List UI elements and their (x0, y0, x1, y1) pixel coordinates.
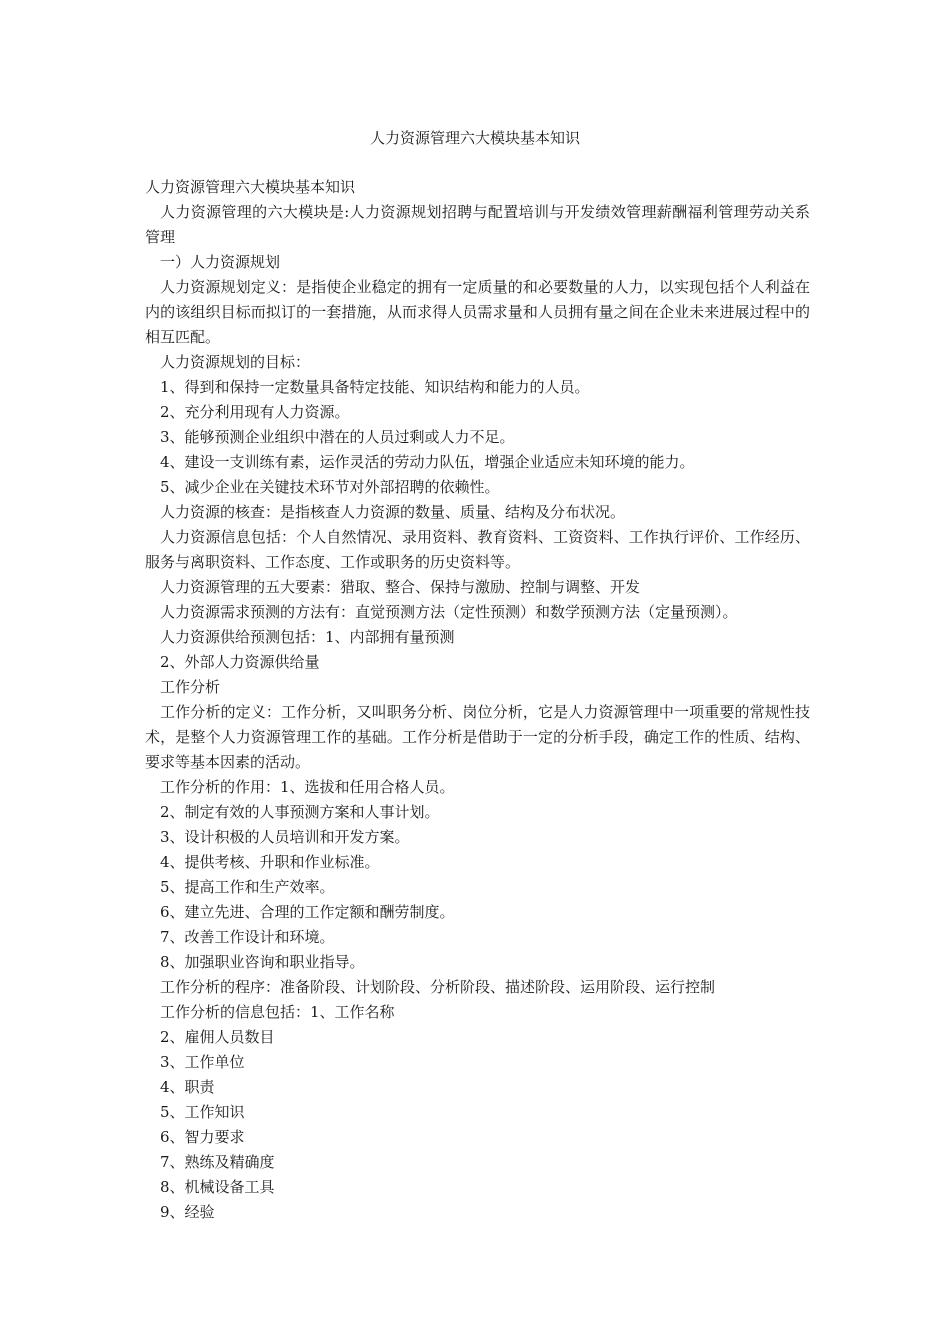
paragraph: 工作分析的定义：工作分析，又叫职务分析、岗位分析，它是人力资源管理中一项重要的常规性技术，是整个人力资源管理工作的基础。工作分析是借助于一定的分析手段，确定工作的性质、结构、要求等基本因素的活动。 (145, 703, 810, 771)
paragraph: 2、充分利用现有人力资源。 (160, 403, 350, 421)
paragraph: 7、熟练及精确度 (160, 1153, 275, 1171)
paragraph: 4、提供考核、升职和作业标准。 (160, 853, 380, 871)
paragraph: 6、建立先进、合理的工作定额和酬劳制度。 (160, 903, 455, 921)
paragraph: 5、提高工作和生产效率。 (160, 878, 335, 896)
paragraph: 4、职责 (160, 1078, 215, 1096)
paragraph: 工作分析的信息包括：1、工作名称 (160, 1003, 395, 1021)
paragraph: 9、经验 (160, 1203, 215, 1221)
document-body (145, 175, 810, 1225)
paragraph: 人力资源管理的五大要素：猎取、整合、保持与激励、控制与调整、开发 (160, 578, 641, 596)
paragraph: 3、设计积极的人员培训和开发方案。 (160, 828, 410, 846)
paragraph: 人力资源需求预测的方法有：直觉预测方法（定性预测）和数学预测方法（定量预测）。 (160, 603, 738, 621)
paragraph: 人力资源规划定义：是指使企业稳定的拥有一定质量的和必要数量的人力，以实现包括个人利益在内的该组织目标而拟订的一套措施，从而求得人员需求量和人员拥有量之间在企业未来进展过程中的相互匹配。 (145, 278, 810, 346)
paragraph: 6、智力要求 (160, 1128, 245, 1146)
paragraph: 人力资源供给预测包括：1、内部拥有量预测 (160, 628, 455, 646)
paragraph: 人力资源信息包括：个人自然情况、录用资料、教育资料、工资资料、工作执行评价、工作经历、服务与离职资料、工作态度、工作或职务的历史资料等。 (145, 528, 810, 571)
paragraph: 3、能够预测企业组织中潜在的人员过剩或人力不足。 (160, 428, 515, 446)
paragraph: 8、加强职业咨询和职业指导。 (160, 953, 365, 971)
paragraph: 8、机械设备工具 (160, 1178, 275, 1196)
paragraph: 2、雇佣人员数目 (160, 1028, 275, 1046)
paragraph: 人力资源的核查：是指核查人力资源的数量、质量、结构及分布状况。 (160, 503, 626, 521)
paragraph: 人力资源规划的目标： (160, 353, 311, 371)
document-title: 人力资源管理六大模块基本知识 (369, 129, 580, 147)
paragraph: 5、减少企业在关键技术环节对外部招聘的依赖性。 (160, 478, 500, 496)
paragraph: 4、建设一支训练有素，运作灵活的劳动力队伍，增强企业适应未知环境的能力。 (160, 453, 695, 471)
paragraph: 2、制定有效的人事预测方案和人事计划。 (160, 803, 440, 821)
paragraph: 工作分析 (160, 678, 221, 696)
paragraph: 一）人力资源规划 (160, 253, 281, 271)
paragraph: 3、工作单位 (160, 1053, 245, 1071)
paragraph: 工作分析的作用：1、选拔和任用合格人员。 (160, 778, 455, 796)
paragraph: 5、工作知识 (160, 1103, 245, 1121)
paragraph: 2、外部人力资源供给量 (160, 653, 320, 671)
paragraph: 人力资源管理六大模块基本知识 (145, 178, 356, 196)
paragraph: 1、得到和保持一定数量具备特定技能、知识结构和能力的人员。 (160, 378, 590, 396)
paragraph: 人力资源管理的六大模块是:人力资源规划招聘与配置培训与开发绩效管理薪酬福利管理劳动关系管理 (145, 203, 810, 246)
paragraph: 7、改善工作设计和环境。 (160, 928, 335, 946)
paragraph: 工作分析的程序：准备阶段、计划阶段、分析阶段、描述阶段、运用阶段、运行控制 (160, 978, 716, 996)
